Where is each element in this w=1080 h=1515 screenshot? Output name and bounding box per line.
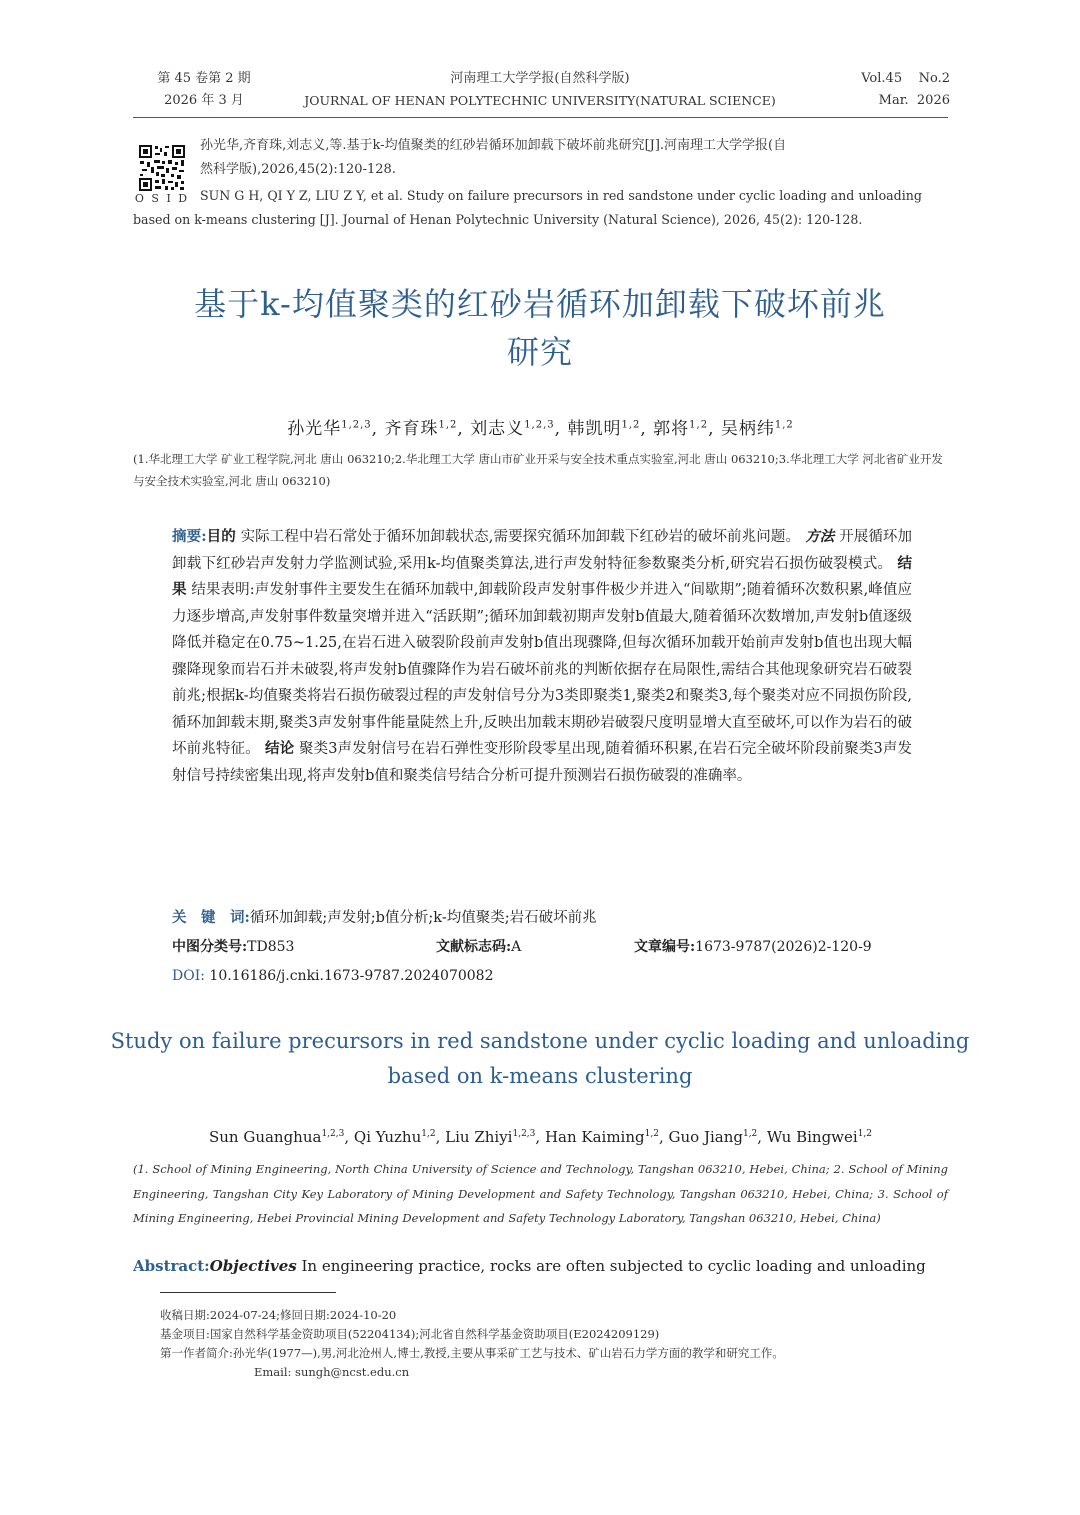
citation-cn-line2: 然科学版),2026,45(2):120-128.	[200, 162, 396, 177]
clc-label: 中图分类号:	[172, 939, 248, 955]
author-cn-sup: 1,2,3	[341, 419, 372, 431]
conclusion-label: 结论	[259, 740, 295, 757]
author-en: Liu Zhiyi	[445, 1128, 513, 1146]
article-title-cn-line1: 基于k-均值聚类的红砂岩循环加卸载下破坏前兆	[194, 285, 886, 323]
clc-number	[172, 935, 294, 959]
keywords-label: 关 键 词:	[172, 909, 250, 926]
author-cn: 郭将	[653, 419, 690, 439]
article-title-en	[100, 1024, 980, 1094]
author-en-sup: 1,2	[742, 1129, 758, 1139]
clc-value: TD853	[247, 939, 295, 955]
doi-row	[172, 964, 912, 988]
footnote-divider	[160, 1292, 336, 1293]
header-volume-en	[830, 68, 950, 112]
article-no-value: 1673-9787(2026)2-120-9	[695, 939, 872, 955]
author-en: Han Kaiming	[544, 1128, 645, 1146]
author-en-sup: 1,2,3	[321, 1129, 345, 1139]
method-text: 开展循环加卸载下红砂岩声发射力学监测试验,采用k-均值聚类算法,进行声发射特征参数聚类分析,研究岩石损伤破裂模式。	[172, 529, 913, 572]
article-number	[634, 935, 872, 959]
header-vol-issue-cn: 第 45 卷第 2 期	[157, 71, 251, 86]
header-journal-cn: 河南理工大学学报(自然科学版)	[450, 71, 630, 86]
footnote-email: Email: sungh@ncst.edu.cn	[254, 1365, 410, 1379]
result-text: 结果表明:声发射事件主要发生在循环加载中,卸载阶段声发射事件极少并进入“间歇期”;随着循环次数积累,峰值应力逐步增高,声发射事件数量突增并进入“活跃期”;循环加卸载初期声发射b值最大,随着循环次数增加,声发射b值逐级降低并稳定在0.75~1.25,在岩石进入破裂阶段前声发射b值出现骤降,但每次循环加载开始前声发射b值也出现大幅骤降现象而岩石并未破裂,将声发射b值骤降作为岩石破坏前兆的判断依据存在局限性,需结合其他现象研究岩石破裂前兆;根据k-均值聚类将岩石损伤破裂过程的声发射信号分为3类即聚类1,聚类2和聚类3,每个聚类对应不同损伤阶段,循环加卸载末期,聚类3声发射事件能量陡然上升,反映出加载末期砂岩破裂尺度明显增大直至破坏,可以作为岩石的破坏前兆特征。	[172, 582, 913, 757]
header-date-cn: 2026 年 3 月	[164, 93, 244, 108]
footnote-first-author: 第一作者简介:孙光华(1977—),男,河北沧州人,博士,教授,主要从事采矿工艺与技术、矿山岩石力学方面的教学和研究工作。	[160, 1346, 784, 1360]
doc-code-value: A	[511, 939, 522, 955]
objective-label: 目的	[206, 528, 236, 545]
affiliations-cn: (1.华北理工大学 矿业工程学院,河北 唐山 063210;2.华北理工大学 唐山市矿业开采与安全技术重点实验室,河北 唐山 063210;3.华北理工大学 河北省矿业开发与安全技术实验室,河北 唐山 063210)	[133, 452, 943, 488]
header-date-en: Mar. 2026	[878, 93, 950, 108]
article-title-cn-line2: 研究	[506, 333, 573, 371]
doi-label: DOI:	[172, 968, 205, 984]
footnotes	[160, 1306, 960, 1382]
author-cn: 齐育珠	[384, 419, 439, 439]
document-code	[436, 935, 521, 959]
author-cn: 吴柄纬	[720, 419, 775, 439]
doi-link[interactable]: 10.16186/j.cnki.1673-9787.2024070082	[209, 968, 494, 984]
author-cn-sup: 1,2	[438, 419, 458, 431]
affiliations-en: (1. School of Mining Engineering, North China University of Science and Technology, Tangshan 063210, Hebei, China; 2. School of Mining Engineering, Tangshan City Key Laboratory of Mining Development and Safety Technology, Tangshan 063210, Hebei, China; 3. School of Mining Engineering, Hebei Provincial Mining Development and Safety Technology Laboratory, Tangshan 063210, Hebei, China)	[133, 1162, 948, 1225]
author-en: Qi Yuzhu	[353, 1128, 422, 1146]
abstract-en-label: Abstract:	[133, 1257, 210, 1275]
header-journal-en: JOURNAL OF HENAN POLYTECHNIC UNIVERSITY(NATURAL SCIENCE)	[304, 93, 776, 108]
header-vol-no-en: Vol.45 No.2	[861, 71, 950, 86]
footnote-fund: 基金项目:国家自然科学基金资助项目(52204134);河北省自然科学基金资助项目(E2024209129)	[160, 1327, 660, 1341]
doc-code-label: 文献标志码:	[436, 939, 512, 955]
keywords-row	[172, 906, 912, 930]
author-en-sup: 1,2	[644, 1129, 659, 1139]
abstract-en	[133, 1254, 948, 1278]
author-en: Wu Bingwei	[766, 1128, 858, 1146]
footnote-received: 收稿日期:2024-07-24;修回日期:2024-10-20	[160, 1308, 397, 1322]
conclusion-text: 聚类3声发射信号在岩石弹性变形阶段零星出现,随着循环积累,在岩石完全破坏阶段前聚类3声发射信号持续密集出现,将声发射b值和聚类信号结合分析可提升预测岩石损伤破裂的准确率。	[172, 741, 913, 784]
author-en-sup: 1,2,3	[512, 1129, 536, 1139]
header-journal	[260, 68, 820, 112]
author-cn-sup: 1,2	[774, 419, 794, 431]
abstract-cn-label: 摘要:	[172, 528, 207, 545]
author-en: Sun Guanghua	[208, 1128, 322, 1146]
article-title-en-line2: based on k-means clustering	[387, 1064, 693, 1088]
abstract-en-objective-label: Objectives	[209, 1257, 297, 1275]
author-en-sup: 1,2	[857, 1129, 873, 1139]
author-en: Guo Jiang	[668, 1128, 743, 1146]
objective-text: 实际工程中岩石常处于循环加卸载状态,需要探究循环加卸载下红砂岩的破坏前兆问题。	[235, 529, 801, 545]
result-label: 结果	[172, 554, 912, 598]
header-volume-issue	[150, 68, 258, 112]
header-divider	[133, 117, 948, 118]
author-cn-sup: 1,2	[689, 419, 709, 431]
citation-en-line2: based on k-means clustering [J]. Journal of Henan Polytechnic University (Natural Science), 2026, 45(2): 120-128.	[133, 212, 863, 227]
citation-cn	[200, 134, 948, 182]
abstract-cn	[172, 524, 912, 789]
osid-qr-code[interactable]	[138, 144, 186, 192]
article-title-en-line1: Study on failure precursors in red sandstone under cyclic loading and unloading	[110, 1029, 970, 1053]
authors-en: Sun Guanghua$^{1,2,3}$, Qi Yuzhu$^{1,2}$, Liu Zhiyi$^{1,2,3}$, Han Kaiming$^{1,2}$, Guo Jiang$^{1,2}$, Wu Bingwei$^{1,2}$	[208, 1128, 873, 1146]
author-cn: 韩凯明	[567, 419, 622, 439]
osid-label: O S I D	[134, 192, 190, 205]
article-no-label: 文章编号:	[634, 939, 696, 955]
authors-cn: 孙光华$^{1,2,3}$, 齐育珠$^{1,2}$, 刘志义$^{1,2,3}$, 韩凯明$^{1,2}$, 郭将$^{1,2}$, 吴柄纬$^{1,2}$	[287, 419, 794, 439]
keywords-text: 循环加卸载;声发射;b值分析;k-均值聚类;岩石破坏前兆	[249, 910, 597, 926]
article-title-cn	[100, 280, 980, 376]
citation-en-line1: SUN G H, QI Y Z, LIU Z Y, et al. Study on failure precursors in red sandstone under cyclic loading and unloading	[200, 188, 922, 203]
author-en-sup: 1,2	[421, 1129, 436, 1139]
method-label: 方法	[800, 528, 835, 545]
abstract-en-text: In engineering practice, rocks are often subjected to cyclic loading and unloading	[296, 1257, 926, 1275]
citation-cn-line1: 孙光华,齐育珠,刘志义,等.基于k-均值聚类的红砂岩循环加卸载下破坏前兆研究[J].河南理工大学学报(自	[200, 138, 787, 153]
author-cn-sup: 1,2	[621, 419, 641, 431]
author-cn: 刘志义	[470, 419, 525, 439]
author-cn: 孙光华	[287, 419, 342, 439]
author-cn-sup: 1,2,3	[524, 419, 555, 431]
